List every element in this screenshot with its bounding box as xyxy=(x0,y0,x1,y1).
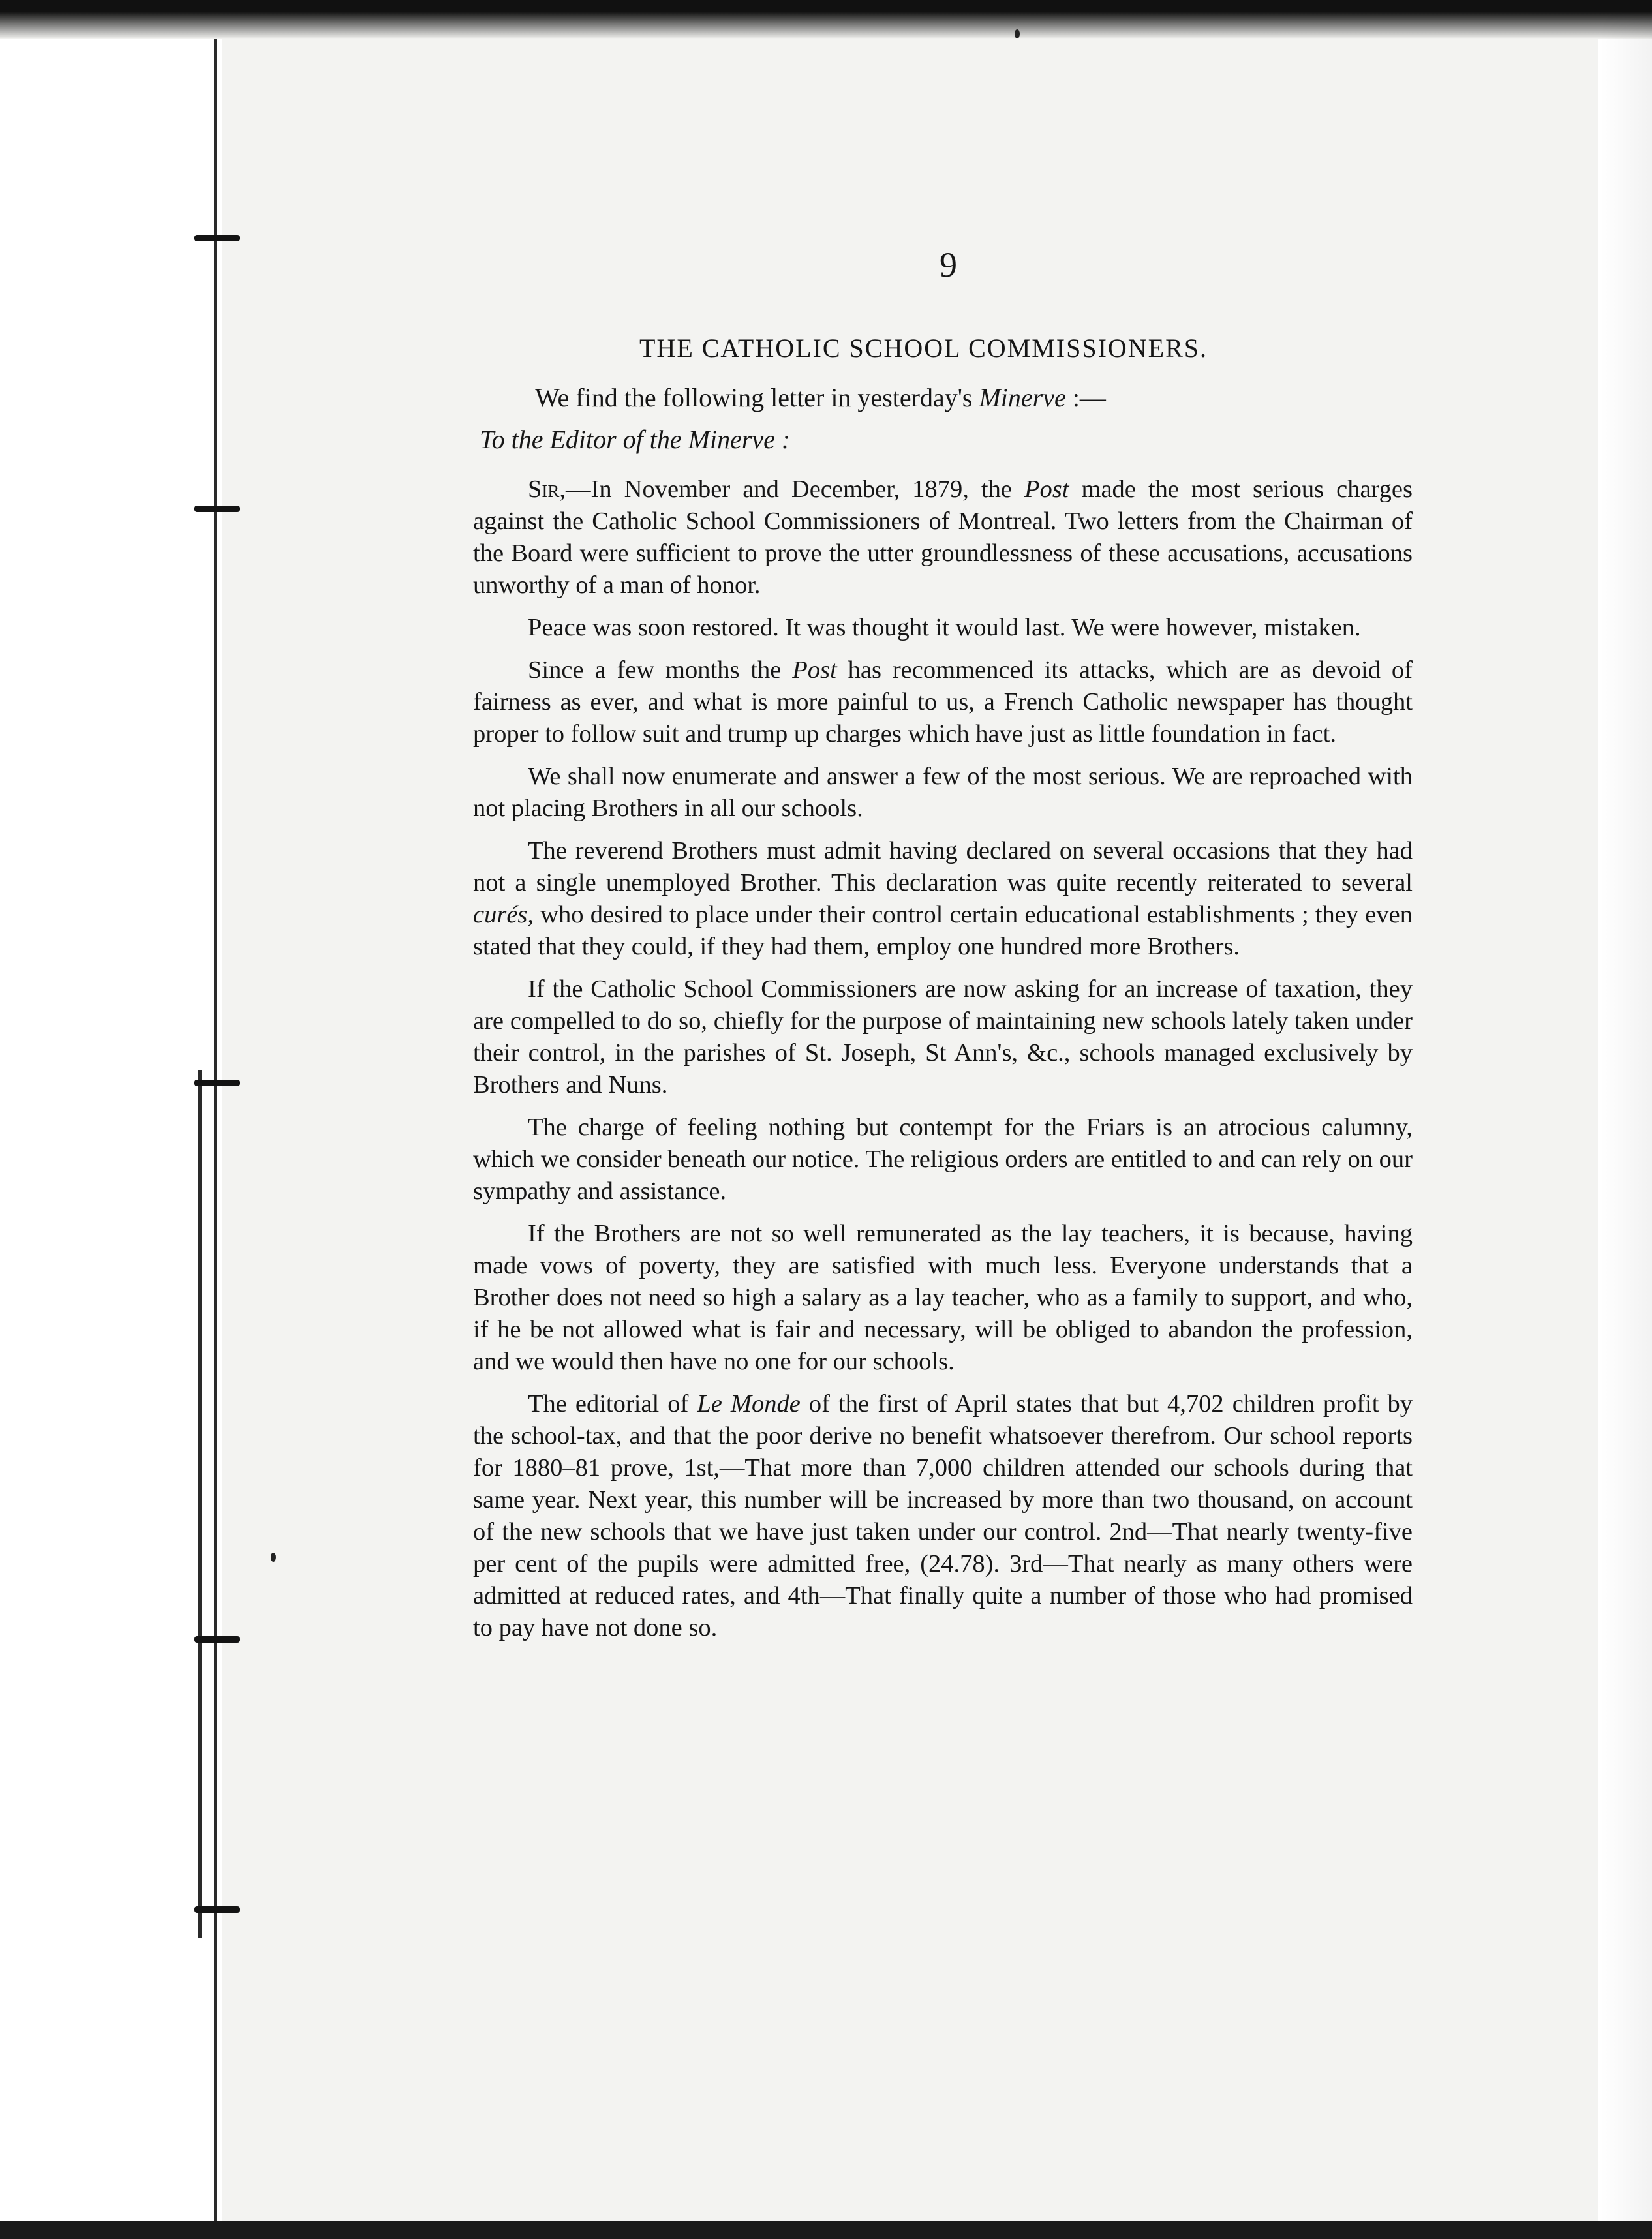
newspaper-name: Post xyxy=(1024,476,1069,503)
paragraph-text: of the first of April states that but 4,702 children profit by the school-tax, and that the poor derive no benefit whatsoever therefrom. Our school reports for 1880–81 prove, 1st,—That more than 7,000 children attended our schools during that same year. Next year, this number will be increased by more than two thousand, on account of the new schools that we have just taken under our control. 2nd—That nearly twenty-five per cent of the pupils were admitted free, (24.78). 3rd—That nearly as many others were admitted at reduced rates, and 4th—That finally quite a number of those who had promised to pay have not done so. xyxy=(473,1390,1413,1641)
paragraph-text: The reverend Brothers must admit having declared on several occasions that they had not a single unemployed Brother. This declaration was quite recently reiterated to several xyxy=(473,837,1413,896)
paragraph: If the Catholic School Commissioners are now asking for an increase of taxation, they are compelled to do so, chiefly for the purpose of maintaining new schools lately taken under their control, in the parishes of St. Joseph, St Ann's, &c., schools managed exclusively by Brothers and Nuns. xyxy=(473,975,1413,1099)
binding-thread xyxy=(214,39,217,2221)
paragraph-text: —In November and December, 1879, the xyxy=(566,476,1024,503)
paragraph-text: Since a few months the xyxy=(528,656,793,684)
paragraph: The charge of feeling nothing but contempt for the Friars is an atrocious calumny, which we consider beneath our notice. The religious orders are entitled to and can rely on our sympathy and assistance. xyxy=(473,1114,1413,1205)
letter-body xyxy=(473,474,1413,1654)
scan-top-edge xyxy=(0,0,1652,39)
paper-speck xyxy=(1015,29,1020,38)
page-edge-shadow xyxy=(1600,0,1652,2239)
newspaper-name: Le Monde xyxy=(697,1390,801,1418)
paragraph: We shall now enumerate and answer a few of the most serious. We are reproached with not placing Brothers in all our schools. xyxy=(473,763,1413,822)
intro-text: We find the following letter in yesterday's xyxy=(535,383,979,412)
stitch-mark xyxy=(194,1906,240,1913)
newspaper-name: Post xyxy=(792,656,837,684)
binding-stitches xyxy=(189,39,225,2221)
italic-term: curés, xyxy=(473,901,534,928)
paragraph: Peace was soon restored. It was thought it would last. We were however, mistaken. xyxy=(528,614,1361,641)
stitch-mark xyxy=(194,506,240,512)
paragraph xyxy=(473,1388,1413,1644)
intro-line xyxy=(535,382,1106,413)
paragraph-text: made the most serious charges against the Catholic School Commissioners of Montreal. Two letters from the Chairman of the Board were sufficient to prove the utter groundlessness of these accusations, accusations unworthy of a man of honor. xyxy=(473,476,1413,599)
scan-bottom-edge xyxy=(0,2221,1652,2239)
paragraph: If the Brothers are not so well remunerated as the lay teachers, it is because, having made vows of poverty, they are satisfied with much less. Everyone understands that a Brother does not need so high a salary as a lay teacher, who as a family to support, and who, if he be not allowed what is fair and necessary, will be obliged to abandon the profession, and we would then have no one for our schools. xyxy=(473,1220,1413,1375)
intro-dash: :— xyxy=(1065,383,1106,412)
paragraph-text: who desired to place under their control certain educational establishments ; they even stated that they could, if they had them, employ one hundred more Brothers. xyxy=(473,901,1413,960)
stitch-mark xyxy=(194,1636,240,1643)
page-number: 9 xyxy=(940,245,957,284)
paper-speck xyxy=(271,1553,276,1562)
stitch-mark xyxy=(194,1080,240,1086)
stitch-mark xyxy=(194,235,240,241)
paragraph xyxy=(473,654,1413,750)
intro-source: Minerve xyxy=(979,383,1066,412)
binding-thread-lower xyxy=(198,1070,202,1938)
salutation: Sir, xyxy=(528,476,566,503)
paragraph xyxy=(473,835,1413,963)
paragraph-text: has recommenced its attacks, which are as devoid of fairness as ever, and what is more painful to us, a French Catholic newspaper has thought proper to follow suit and trump up charges which have just as little foundation in fact. xyxy=(473,656,1413,748)
article-heading: THE CATHOLIC SCHOOL COMMISSIONERS. xyxy=(639,333,1208,363)
letter-addressee: To the Editor of the Minerve : xyxy=(480,425,791,454)
paragraph xyxy=(473,474,1413,602)
paragraph-text: The editorial of xyxy=(528,1390,697,1418)
